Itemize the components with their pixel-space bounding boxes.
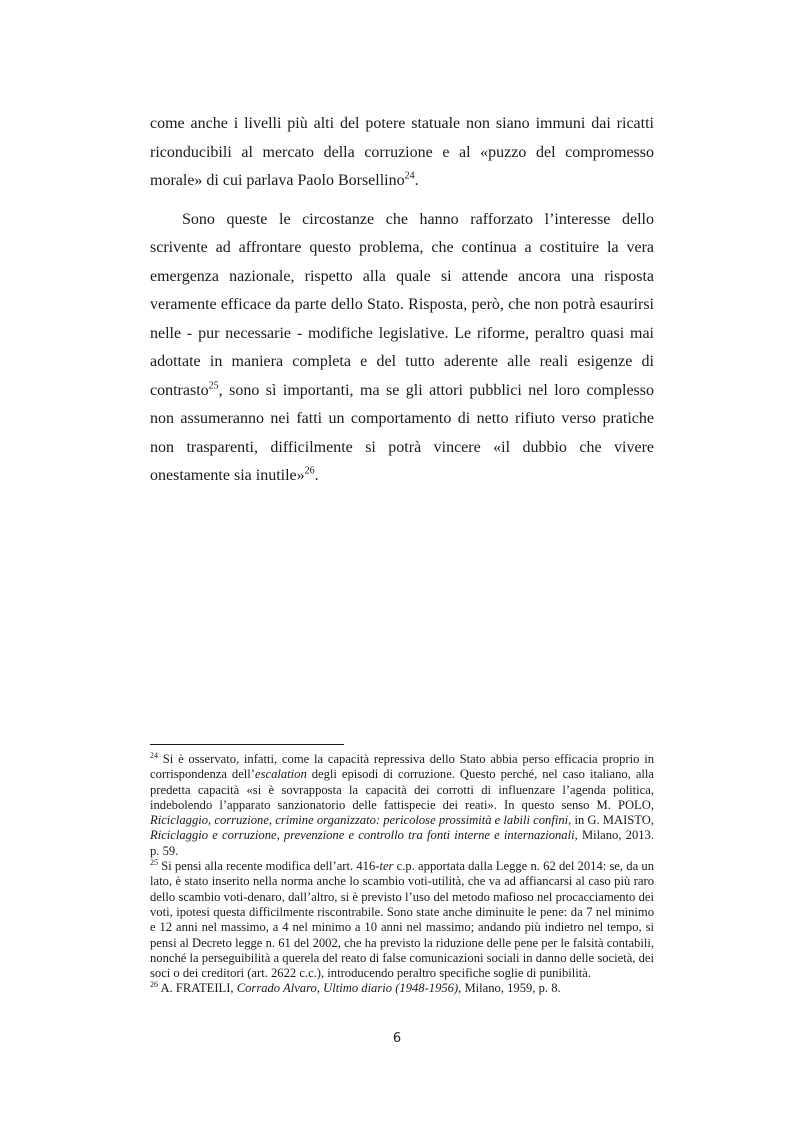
footnote-italic: Riciclaggio e corruzione, prevenzione e controllo tra fonti interne e internazionali [150,828,575,843]
footnote-text: , in G. MAISTO, [568,813,654,828]
main-text [150,110,654,491]
footnote-italic: escalation [254,767,307,782]
paragraph-1-text: come anche i livelli più alti del potere statuale non siano immuni dai ricatti riconducibili al mercato della corruzione e al «puzzo del compromesso morale» di cui parlava Paolo Borsellino [150,115,654,189]
footnote-text: degli episodi di corruzione. Questo perché, nel caso italiano, alla predetta capacità «si è sovrapposta la capacità dei corrotti di influenzare l’agenda politica, indebolendo l’apparato sanzionatorio delle fattispecie dei reati». In questo senso M. POLO, [150,767,655,812]
footnote-italic: ter [379,859,394,874]
footnote-text: A. FRATEILI, [158,981,237,996]
paragraph-1-end: . [414,172,419,189]
footnote-separator [150,744,344,745]
footnote-text: Milano, 1959, p. 8. [461,981,561,996]
paragraph-2-text-b: , sono sì importanti, ma se gli attori pubblici nel loro complesso non assumeranno nei fatti un comportamento di netto rifiuto verso pratiche non trasparenti, difficilmente si potrà vincere «il dubbio che vivere onestamente sia inutile» [150,381,654,484]
footnote-text: Si è osservato, infatti, come la capacità repressiva dello Stato abbia perso efficacia proprio in corrispondenza dell’ [150,752,654,782]
footnote-ref-26[interactable]: 26 [304,465,315,477]
footnote-number: 25 [150,857,158,867]
footnote-26 [150,981,654,996]
footnote-number: 26 [150,980,158,990]
footnote-text: c.p. apportata dalla Legge n. 62 del 2014: se, da un lato, è stato inserito nella norma anche lo scambio voti-utilità, che va ad affiancarsi al caso più raro dello scambio voti-denaro, dall’altro, si è previsto l’uso del metodo mafioso nel procacciamento dei voti, ipotesi questa difficilmente riscontrabile. Sono state anche diminuite le pene: da 7 nel minimo e 12 anni nel massimo, a 4 nel minimo a 10 anni nel massimo; andando più indietro nel tempo, si pensi al Decreto legge n. 61 del 2002, che ha previsto la riduzione delle pene per le falsità contabili, nonché la perseguibilità a querela del reato di false comunicazioni sociali in danno delle società, dei soci o dei creditori (art. 2622 c.c.), introducendo peraltro specifiche soglie di punibilità. [150,859,654,981]
footnote-24 [150,752,654,859]
footnote-italic: Corrado Alvaro, Ultimo diario (1948-1956), [236,981,462,996]
paragraph-2 [150,206,654,491]
footnote-number: 24 [150,750,158,760]
page-number: 6 [392,1031,402,1046]
footnote-italic: Riciclaggio, corruzione, crimine organizzato: pericolose prossimità e labili confini [150,813,569,828]
footnote-25 [150,859,654,981]
footnote-text: Si pensi alla recente modifica dell’art. 416- [158,859,380,874]
footnotes [150,752,654,997]
footnote-ref-25[interactable]: 25 [208,380,219,392]
footnote-ref-24[interactable]: 24 [404,170,415,182]
paragraph-2-end: . [314,467,319,484]
paragraph-1 [150,110,654,196]
footnote-text: , Milano, 2013. p. 59. [150,828,654,858]
paragraph-2-text-a: Sono queste le circostanze che hanno rafforzato l’interesse dello scrivente ad affrontare questo problema, che continua a costituire la vera emergenza nazionale, rispetto alla quale si attende ancora una risposta veramente efficace da parte dello Stato. Risposta, però, che non potrà esaurirsi nelle - pur necessarie - modifiche legislative. Le riforme, peraltro quasi mai adottate in maniera completa e del tutto aderente alle reali esigenze di contrasto [150,210,654,399]
